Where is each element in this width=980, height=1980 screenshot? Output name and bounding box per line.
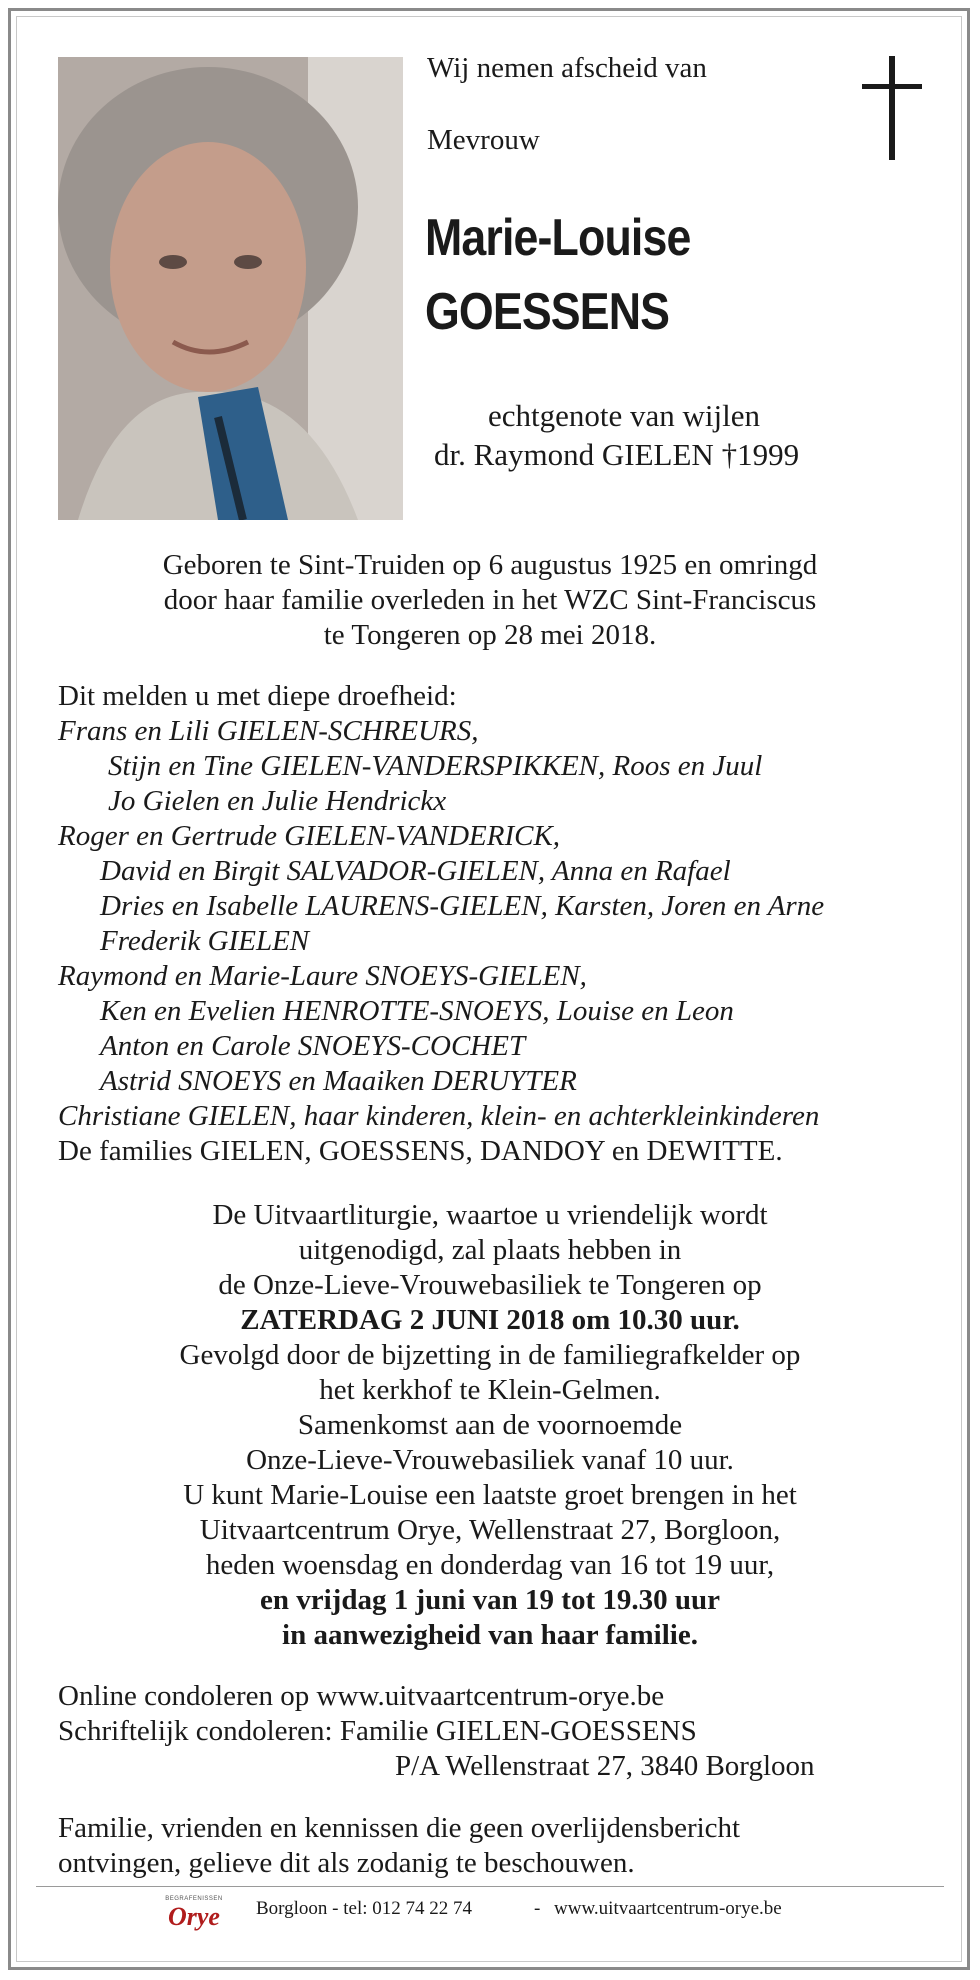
footer-separator: - (534, 1898, 541, 1919)
visitation-time: en vrijdag 1 juni van 19 tot 19.30 uur (259, 1584, 720, 1616)
ceremony-line: de Onze-Lieve-Vrouwebasiliek te Tongeren op (218, 1269, 762, 1301)
family-line: Frederik GIELEN (100, 925, 310, 957)
spouse-line-2: dr. Raymond GIELEN †1999 (434, 437, 800, 472)
intro-text: Wij nemen afscheid van (427, 52, 707, 84)
ceremony-line: U kunt Marie-Louise een laatste groet brengen in het (183, 1479, 797, 1511)
family-line: Dries en Isabelle LAURENS-GIELEN, Karsten, Joren en Arne (100, 890, 825, 922)
ceremony-line: heden woensdag en donderdag van 16 tot 19 uur, (205, 1549, 775, 1581)
spouse-line-1: echtgenote van wijlen (488, 398, 761, 433)
ceremony-line: het kerkhof te Klein-Gelmen. (319, 1374, 661, 1406)
deceased-first-name: Marie-Louise (425, 209, 691, 267)
family-line: Stijn en Tine GIELEN-VANDERSPIKKEN, Roos en Juul (108, 750, 763, 782)
closing-line-2: ontvingen, gelieve dit als zodanig te beschouwen. (58, 1847, 635, 1879)
birth-line-3: te Tongeren op 28 mei 2018. (323, 619, 657, 651)
ceremony-line: uitgenodigd, zal plaats hebben in (298, 1234, 682, 1266)
written-condolences: Schriftelijk condoleren: Familie GIELEN-GOESSENS (58, 1715, 697, 1747)
birth-line-1: Geboren te Sint-Truiden op 6 augustus 1925 en omringd (162, 549, 818, 581)
family-line: Anton en Carole SNOEYS-COCHET (100, 1030, 526, 1062)
footer-website-link[interactable]: www.uitvaartcentrum-orye.be (554, 1898, 782, 1919)
logo-name: Orye (168, 1902, 220, 1931)
deceased-last-name: GOESSENS (425, 283, 670, 341)
closing-line-1: Familie, vrienden en kennissen die geen overlijdensbericht (58, 1812, 741, 1844)
family-line: Frans en Lili GIELEN-SCHREURS, (58, 715, 479, 747)
family-line: Christiane GIELEN, haar kinderen, klein- en achterkleinkinderen (58, 1100, 820, 1132)
family-line: Roger en Gertrude GIELEN-VANDERICK, (58, 820, 561, 852)
family-line: Jo Gielen en Julie Hendrickx (108, 785, 447, 817)
ceremony-line: Onze-Lieve-Vrouwebasiliek vanaf 10 uur. (246, 1444, 734, 1476)
birth-line-2: door haar familie overleden in het WZC Sint-Franciscus (163, 584, 817, 616)
footer-divider (36, 1886, 944, 1887)
condolence-address: P/A Wellenstraat 27, 3840 Borgloon (395, 1750, 815, 1782)
ceremony-line: Gevolgd door de bijzetting in de familiegrafkelder op (179, 1339, 801, 1371)
ceremony-date: ZATERDAG 2 JUNI 2018 om 10.30 uur. (240, 1304, 740, 1336)
ceremony-line: Samenkomst aan de voornoemde (297, 1409, 683, 1441)
family-line: David en Birgit SALVADOR-GIELEN, Anna en Rafael (100, 855, 731, 887)
visitation-note: in aanwezigheid van haar familie. (282, 1619, 698, 1651)
family-line: Astrid SNOEYS en Maaiken DERUYTER (100, 1065, 577, 1097)
family-line: Raymond en Marie-Laure SNOEYS-GIELEN, (58, 960, 587, 992)
ceremony-line: De Uitvaartliturgie, waartoe u vriendelijk wordt (212, 1199, 768, 1231)
family-heading: Dit melden u met diepe droefheid: (58, 680, 457, 712)
family-line: Ken en Evelien HENROTTE-SNOEYS, Louise en Leon (100, 995, 734, 1027)
salutation: Mevrouw (427, 124, 540, 156)
logo-tagline: BEGRAFENISSEN (165, 1896, 223, 1902)
footer-contact: Borgloon - tel: 012 74 22 74 (256, 1898, 473, 1919)
orye-logo (158, 1896, 230, 1932)
families-line: De families GIELEN, GOESSENS, DANDOY en DEWITTE. (58, 1135, 783, 1167)
portrait-photo (58, 57, 403, 520)
cross-icon (862, 56, 922, 160)
online-condolences: Online condoleren op www.uitvaartcentrum-orye.be (58, 1680, 665, 1712)
ceremony-line: Uitvaartcentrum Orye, Wellenstraat 27, Borgloon, (199, 1514, 781, 1546)
